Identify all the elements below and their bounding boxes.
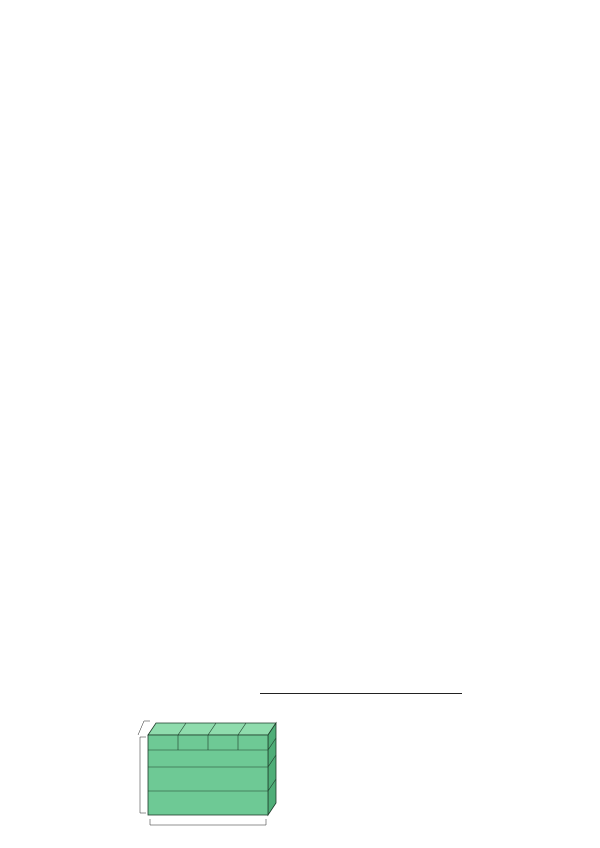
three-dimensions-cube-diagram — [98, 715, 288, 845]
cube-side-face — [268, 723, 276, 815]
formula-fraction-bar — [260, 693, 462, 694]
producto-bracket — [150, 819, 266, 825]
tiempo-bracket — [138, 721, 150, 735]
mercado-bracket — [140, 737, 146, 813]
